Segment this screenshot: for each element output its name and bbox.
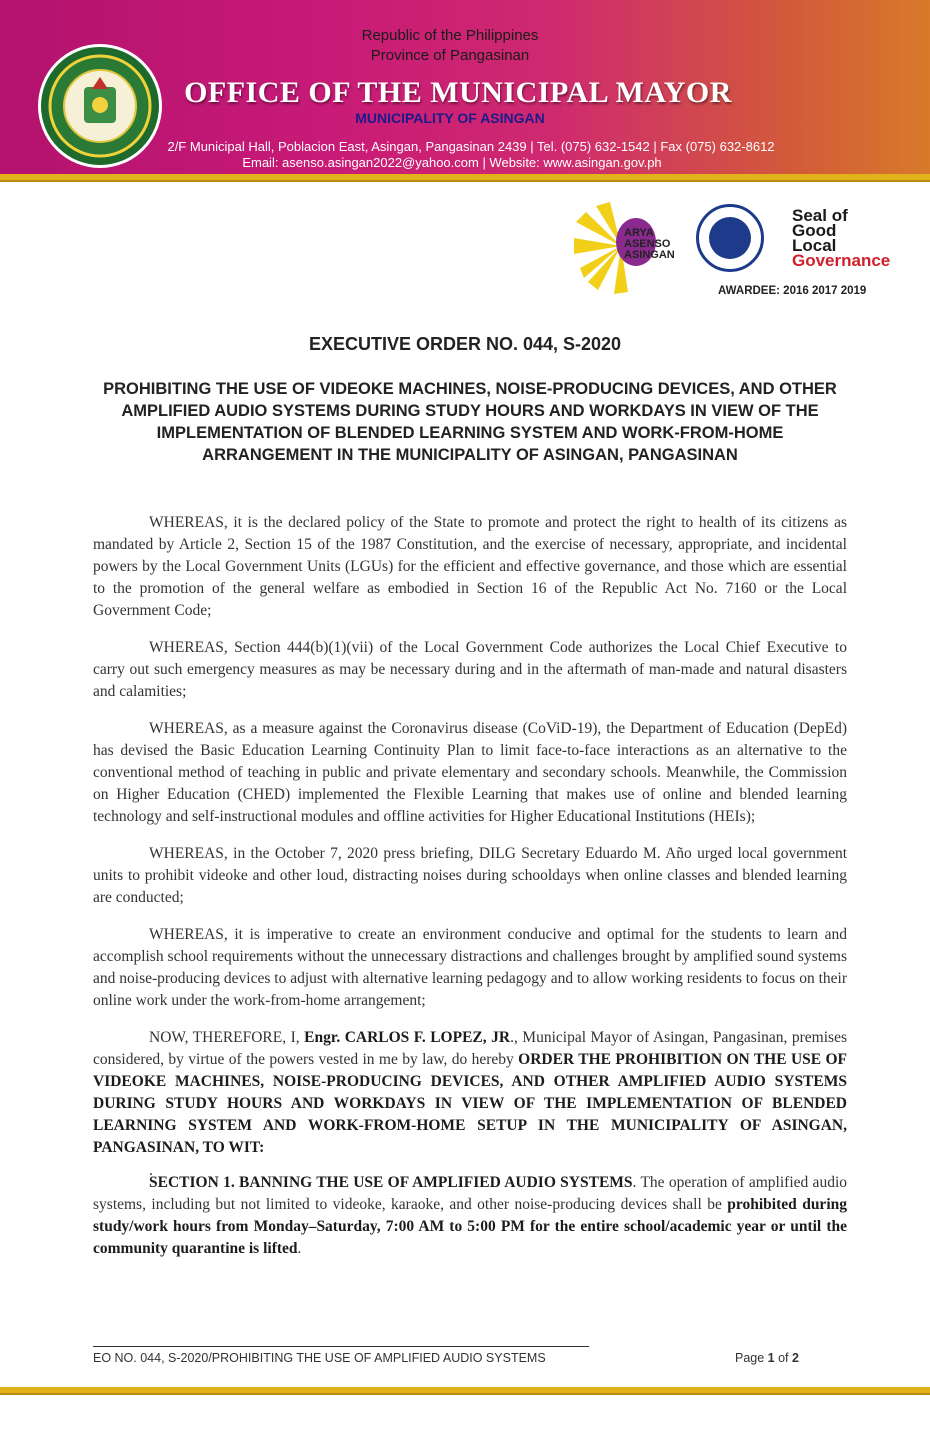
executive-order-number: EXECUTIVE ORDER NO. 044, S-2020 [308,334,622,354]
section-1-prohibition: prohibited during study/work hours from Monday–Saturday, 7:00 AM to 5:00 PM for the entire school/academic year or until the community quarantine is lifted [93,1196,847,1257]
banner-gold-line-shadow [0,180,930,182]
footer-document-ref: EO NO. 044, S-2020/PROHIBITING THE USE OF AMPLIFIED AUDIO SYSTEMS [93,1351,546,1365]
section-1-heading: SECTION 1. BANNING THE USE OF AMPLIFIED AUDIO SYSTEMS [149,1174,633,1191]
executive-order-title: PROHIBITING THE USE OF VIDEOKE MACHINES, NOISE-PRODUCING DEVICES, AND OTHER AMPLIFIED AUDIO SYSTEMS DURING STUDY HOURS AND WORKDAYS IN VIEW OF THE IMPLEMENTATION OF BLENDED LEARNING SYSTEM AND WORK-FROM-HOME ARRANGEMENT IN THE MUNICIPALITY OF ASINGAN, PANGASINAN [103,380,837,464]
province-line: Province of Pangasinan [370,47,530,64]
address-line: 2/F Municipal Hall, Poblacion East, Asingan, Pangasinan 2439 | Tel. (075) 632-1542 | Fax (075) 632-8612 [167,139,775,154]
arya-line-2: ASENSO [624,238,671,250]
republic-line: Republic of the Philippines [361,27,539,44]
office-title: OFFICE OF THE MUNICIPAL MAYOR [184,76,732,109]
whereas-clause-3: WHEREAS, as a measure against the Coronavirus disease (CoViD-19), the Department of Education (DepEd) has devised the Basic Education Learning Continuity Plan to limit face-to-face interactions as an alternative to the conventional method of teaching in public and private elementary and secondary schools. Meanwhile, the Commission on Higher Education (CHED) implemented the Flexible Learning that makes use of online and blended learning technology and self-instructional modules and offline activities for Higher Educational Institutions (HEIs); [93,720,847,825]
page-total: 2 [792,1351,799,1365]
sgl-line-1: Seal of [792,206,848,225]
section-1-end: . [297,1240,302,1257]
child-friendly-seal-center [709,217,751,259]
footer-rule [93,1346,589,1347]
section-1 [93,1172,847,1260]
whereas-clause-5: WHEREAS, it is imperative to create an environment conducive and optimal for the students to learn and accomplish school requirements without the unnecessary distractions and challenges brought by amplified sound systems and noise-producing devices to adjust with alternative learning pedagogy and to allow working residents to focus on their online work under the work-from-home arrangement; [93,926,847,1009]
arya-asenso-asingan-logo [624,228,675,261]
page-of: of [774,1351,792,1365]
whereas-clause-4: WHEREAS, in the October 7, 2020 press briefing, DILG Secretary Eduardo M. Año urged local government units to prohibit videoke and other loud, distracting noises during schooldays when online classes and blended learning are conducted; [93,845,847,906]
section-1-text: . The operation of amplified audio systems, including but not limited to videoke, karaoke, and other noise-producing devices shall be [93,1174,847,1213]
mayor-name: Engr. CARLOS F. LOPEZ, JR [304,1029,511,1046]
page-number [735,1351,799,1365]
sgl-line-2: Good [792,221,837,240]
bottom-gold-band-shadow [0,1393,930,1395]
sgl-line-4: Governance [792,251,891,270]
now-therefore-middle: ., Municipal Mayor of Asingan, Pangasinan, premises considered, by virtue of the powers vested in me by law, do hereby [93,1029,847,1068]
order-statement: ORDER THE PROHIBITION ON THE USE OF VIDEOKE MACHINES, NOISE-PRODUCING DEVICES, AND OTHER AMPLIFIED AUDIO SYSTEMS DURING STUDY HOURS AND WORKDAYS IN VIEW OF THE IMPLEMENTATION OF BLENDED LEARNING SYSTEM AND WORK-FROM-HOME SETUP IN THE MUNICIPALITY OF ASINGAN, PANGASINAN, TO WIT: [93,1051,848,1156]
child-friendly-governance-seal [696,204,764,272]
document-body [93,512,847,1275]
awardee-years: AWARDEE: 2016 2017 2019 [718,285,867,297]
now-therefore-intro: NOW, THEREFORE, I, [149,1029,305,1046]
award-logos [566,198,926,298]
page-prefix: Page [735,1351,768,1365]
seal-of-good-local-governance-logo [792,208,890,268]
stray-dot: . [149,1162,153,1179]
whereas-clause-2: WHEREAS, Section 444(b)(1)(vii) of the Local Government Code authorizes the Local Chief Executive to carry out such emergency measures as may be necessary during and in the aftermath of man-made and natural disasters and calamities; [93,639,847,700]
municipality-line: MUNICIPALITY OF ASINGAN [355,110,545,126]
page-current: 1 [767,1351,775,1365]
arya-line-1: ARYA [624,227,654,239]
arya-line-3: ASINGAN [624,249,675,261]
whereas-clause-1: WHEREAS, it is the declared policy of the State to promote and protect the right to health of its citizens as mandated by Article 2, Section 15 of the 1987 Constitution, and the exercise of necessary, appropriate, and incidental powers by the Local Government Units (LGUs) for the efficient and effective governance, and those which are essential to the promotion of the general welfare as embodied in Section 16 of the Republic Act No. 7160 or the Local Government Code; [93,514,847,619]
contact-line: Email: asenso.asingan2022@yahoo.com | Website: www.asingan.gov.ph [242,155,662,170]
now-therefore-clause [93,1027,847,1159]
sgl-line-3: Local [792,236,837,255]
